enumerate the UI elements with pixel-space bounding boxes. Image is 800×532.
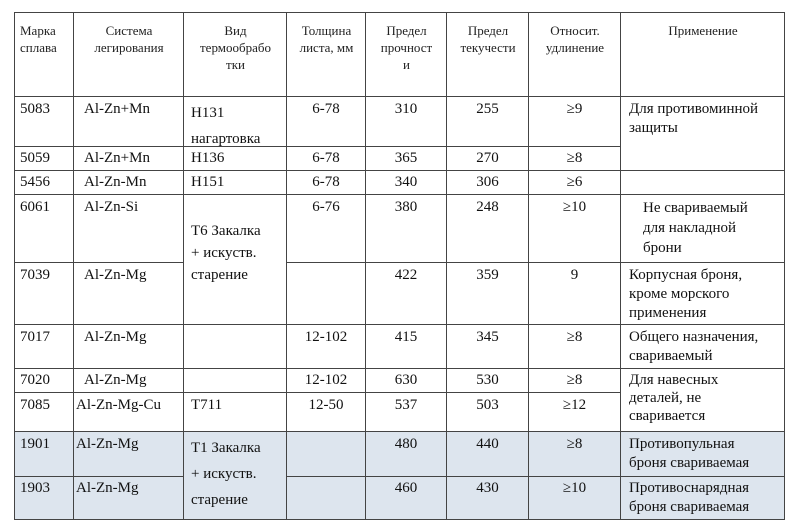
table-cell [620, 170, 785, 195]
grade-text: 1903 [20, 480, 50, 496]
application-text: Для навесных деталей, не сваривается [629, 372, 719, 424]
header-application: Применение [668, 23, 738, 38]
application-text: Не свариваемый для накладной брони [643, 200, 748, 256]
thickness-text: 6-76 [312, 199, 340, 215]
thickness-text: 6-78 [312, 150, 340, 166]
table-cell [286, 262, 366, 325]
strength-text: 537 [394, 397, 418, 413]
system-text: Al-Zn-Mg [76, 480, 139, 496]
elongation-text: ≥10 [562, 480, 587, 496]
header-thickness: Толщина листа, мм [299, 23, 354, 55]
heat-text: H136 [191, 150, 225, 166]
table-cell [183, 368, 287, 393]
system-text: Al-Zn-Mn [84, 174, 147, 190]
thickness-text: 12-50 [308, 397, 344, 413]
header-heat: Вид термообрабо тки [200, 23, 271, 72]
application-text: Корпусная броня, кроме морского применения [629, 267, 743, 321]
yield-text: 255 [476, 101, 499, 117]
header-yield: Предел текучести [460, 23, 516, 55]
yield-text: 530 [476, 372, 499, 388]
strength-text: 480 [394, 436, 418, 452]
grade-text: 6061 [20, 199, 50, 215]
elongation-text: ≥12 [562, 397, 587, 413]
thickness-text: 12-102 [304, 329, 348, 345]
elongation-text: ≥8 [566, 150, 583, 166]
thickness-text: 6-78 [312, 101, 340, 117]
yield-text: 359 [476, 267, 499, 283]
strength-text: 380 [394, 199, 418, 215]
elongation-text: ≥8 [566, 372, 583, 388]
grade-text: 7017 [20, 329, 50, 345]
elongation-text: ≥6 [566, 174, 583, 190]
table-cell [286, 476, 366, 520]
yield-text: 270 [476, 150, 499, 166]
yield-text: 248 [476, 199, 499, 215]
strength-text: 460 [394, 480, 418, 496]
grade-text: 7020 [20, 372, 50, 388]
heat-text: Т6 Закалка + искуств. старение [191, 223, 261, 283]
yield-text: 306 [476, 174, 499, 190]
strength-text: 422 [394, 267, 418, 283]
grade-text: 1901 [20, 436, 50, 452]
table-cell [286, 431, 366, 477]
thickness-text: 6-78 [312, 174, 340, 190]
strength-text: 310 [394, 101, 418, 117]
application-text: Противоснарядная броня свариваемая [629, 480, 750, 515]
system-text: Al-Zn-Mg [84, 267, 147, 283]
strength-text: 630 [394, 372, 418, 388]
heat-text: H151 [191, 174, 225, 190]
system-text: Al-Zn-Mg-Cu [76, 397, 161, 413]
system-text: Al-Zn+Mn [84, 150, 150, 166]
yield-text: 503 [476, 397, 499, 413]
yield-text: 345 [476, 329, 499, 345]
table-cell [183, 324, 287, 369]
heat-text: Т711 [191, 397, 223, 413]
heat-text: Т1 Закалка + искуств. старение [191, 440, 261, 508]
thickness-text: 12-102 [304, 372, 348, 388]
system-text: Al-Zn-Si [84, 199, 139, 215]
yield-text: 440 [476, 436, 499, 452]
application-text: Противопульная броня свариваемая [629, 436, 750, 471]
yield-text: 430 [476, 480, 499, 496]
header-elongation: Относит. удлинение [545, 23, 605, 55]
system-text: Al-Zn-Mg [84, 372, 147, 388]
grade-text: 5059 [20, 150, 50, 166]
system-text: Al-Zn+Mn [84, 101, 150, 117]
elongation-text: ≥10 [562, 199, 587, 215]
alloy-properties-table [14, 12, 785, 520]
elongation-text: ≥8 [566, 436, 583, 452]
strength-text: 340 [394, 174, 418, 190]
header-system: Система легирования [94, 23, 164, 55]
header-strength: Предел прочност и [380, 23, 433, 72]
application-text: Общего назначения, свариваемый [629, 329, 759, 364]
elongation-text: 9 [570, 267, 579, 283]
application-text: Для противоминной защиты [629, 101, 759, 136]
heat-text: H131 нагартовка [191, 105, 261, 147]
strength-text: 365 [394, 150, 418, 166]
elongation-text: ≥9 [566, 101, 583, 117]
system-text: Al-Zn-Mg [84, 329, 147, 345]
system-text: Al-Zn-Mg [76, 436, 139, 452]
grade-text: 7085 [20, 397, 50, 413]
elongation-text: ≥8 [566, 329, 583, 345]
header-grade: Марка сплава [20, 23, 57, 55]
grade-text: 7039 [20, 267, 50, 283]
grade-text: 5083 [20, 101, 50, 117]
strength-text: 415 [394, 329, 418, 345]
grade-text: 5456 [20, 174, 50, 190]
